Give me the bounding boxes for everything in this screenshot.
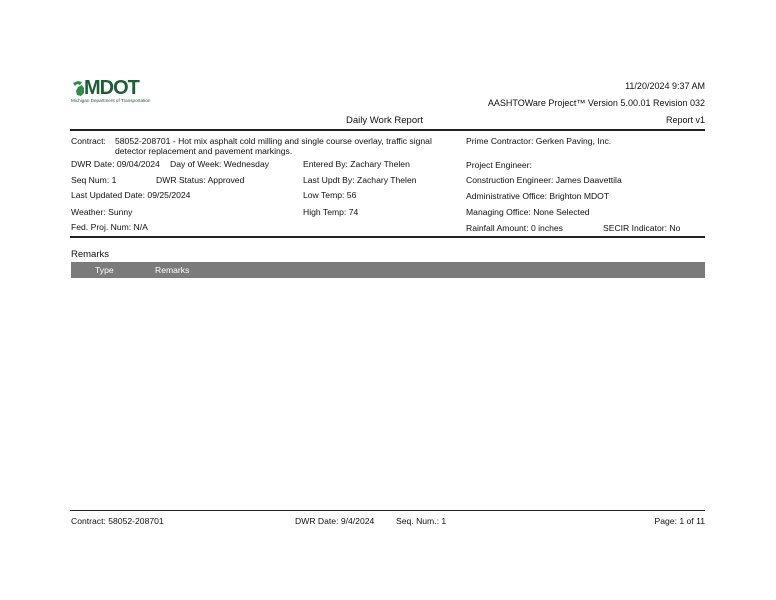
high-temp: High Temp: 74 bbox=[303, 207, 359, 217]
administrative-office: Administrative Office: Brighton MDOT bbox=[466, 191, 610, 201]
contract-value-continued: detector replacement and pavement markings. bbox=[115, 146, 293, 156]
entered-by: Entered By: Zachary Thelen bbox=[303, 159, 410, 169]
dwr-status: DWR Status: Approved bbox=[156, 175, 245, 185]
footer-divider bbox=[70, 510, 705, 511]
logo-tagline: Michigan Department of Transportation bbox=[71, 98, 151, 103]
fed-proj-num: Fed. Proj. Num: N/A bbox=[71, 222, 148, 232]
construction-engineer: Construction Engineer: James Daavettila bbox=[466, 175, 622, 185]
column-type: Type bbox=[95, 265, 114, 275]
managing-office: Managing Office: None Selected bbox=[466, 207, 590, 217]
secir-indicator: SECIR Indicator: No bbox=[603, 223, 681, 233]
remarks-heading: Remarks bbox=[71, 249, 110, 260]
contract-label: Contract: bbox=[71, 136, 106, 146]
report-datetime: 11/20/2024 9:37 AM bbox=[625, 81, 705, 91]
footer-page: Page: 1 of 11 bbox=[654, 516, 705, 526]
seq-num: Seq Num: 1 bbox=[71, 175, 117, 185]
contract-value: 58052-208701 - Hot mix asphalt cold milling and single course overlay, traffic signal bbox=[115, 136, 432, 146]
report-title: Daily Work Report bbox=[346, 115, 423, 126]
column-remarks: Remarks bbox=[155, 265, 190, 275]
day-of-week: Day of Week: Wednesday bbox=[170, 159, 270, 169]
report-version: Report v1 bbox=[665, 115, 705, 125]
weather: Weather: Sunny bbox=[71, 207, 133, 217]
footer-seq-num: Seq. Num.: 1 bbox=[396, 516, 447, 526]
dwr-date: DWR Date: 09/04/2024 bbox=[71, 159, 160, 169]
low-temp: Low Temp: 56 bbox=[303, 190, 357, 200]
logo-word: MDOT bbox=[84, 77, 139, 99]
product-version: AASHTOWare Project™ Version 5.00.01 Revision 032 bbox=[487, 98, 705, 108]
rainfall-amount: Rainfall Amount: 0 inches bbox=[466, 223, 563, 233]
remarks-table-header bbox=[71, 262, 705, 278]
project-engineer: Project Engineer: bbox=[466, 160, 532, 170]
mdot-logo bbox=[70, 79, 162, 105]
footer-dwr-date: DWR Date: 9/4/2024 bbox=[295, 516, 375, 526]
prime-contractor: Prime Contractor: Gerken Paving, Inc. bbox=[466, 136, 612, 146]
details-divider bbox=[70, 236, 705, 238]
header-divider bbox=[70, 129, 705, 131]
footer-contract: Contract: 58052-208701 bbox=[71, 516, 164, 526]
last-updated-date: Last Updated Date: 09/25/2024 bbox=[71, 190, 191, 200]
last-updt-by: Last Updt By: Zachary Thelen bbox=[303, 175, 417, 185]
